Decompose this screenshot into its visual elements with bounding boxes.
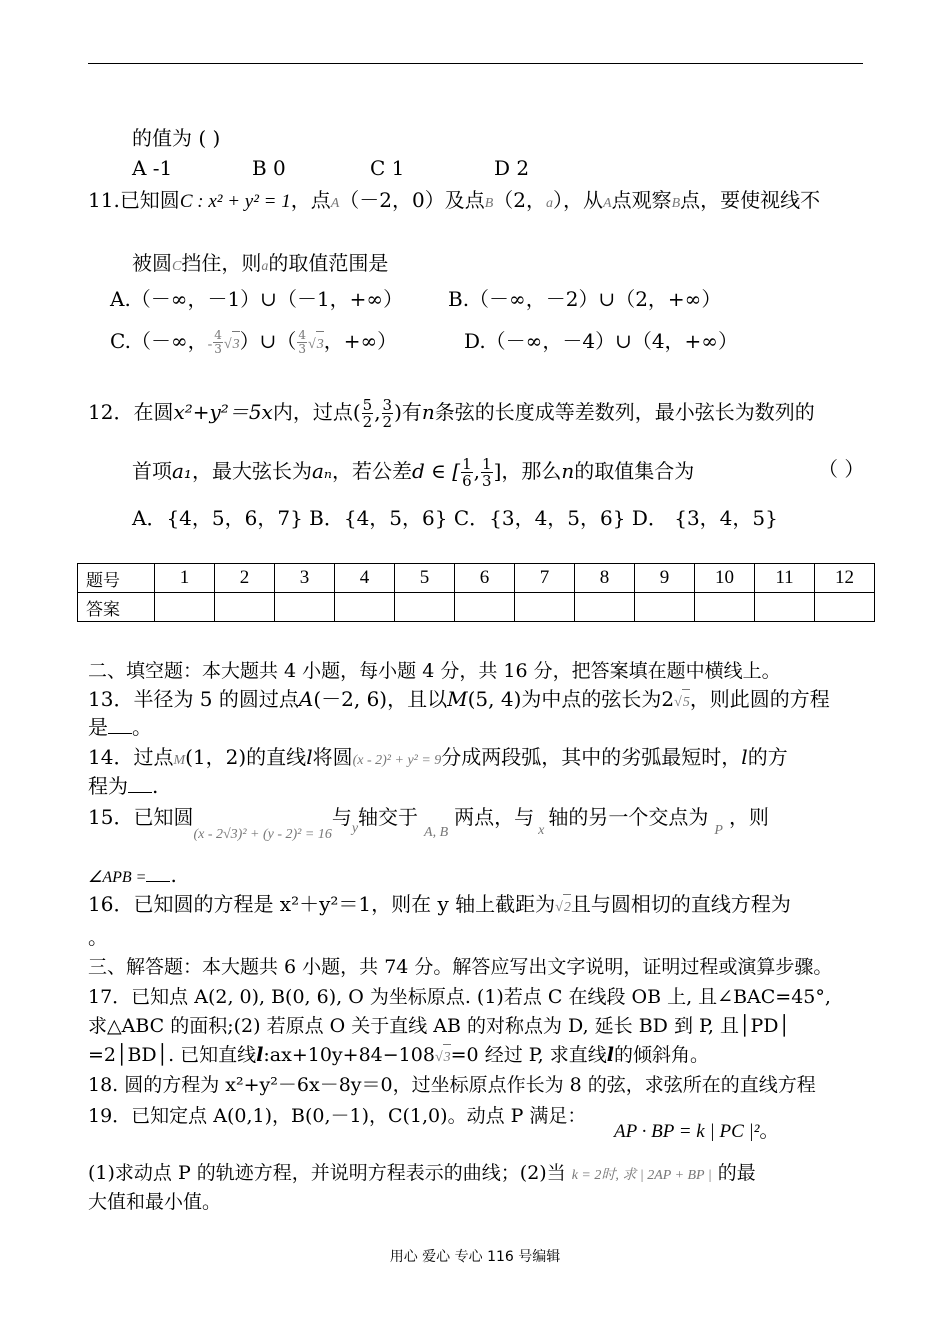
q14-text: 14．过点 [88,745,174,769]
q19-equation-line [614,1117,779,1145]
q12-circle-equation: x²+y²＝5x [173,400,273,424]
q12-text: 在圆 [133,400,174,424]
axis-y: y [351,821,359,836]
fraction [382,397,394,430]
q11-circle-equation: C : x² + y² = 1 [179,191,291,212]
answer-cell [755,593,815,622]
table-cell: 4 [335,564,395,593]
q11-text: 点，要使视线不 [680,188,821,212]
answer-cell [275,593,335,622]
q12-text: ，若公差 [331,459,412,483]
numerator: 1 [462,455,472,473]
var-a-label: a [546,196,554,211]
line-l: l [256,1044,264,1066]
q16-text: 16．已知圆的方程是 x²＋y²＝1，则在 y 轴上截距为 [88,892,556,916]
table-cell: 12 [815,564,875,593]
q12-text: 首项 [132,459,172,483]
q16-text: 且与圆相切的直线方程为 [570,892,791,916]
q10-option-c: C 1 [370,156,405,180]
q11-text: （－2，0）及点 [339,188,485,212]
q12-text: 条弦的长度成等差数列，最小弦长为数列的 [434,400,815,424]
q13-coef: 2 [661,687,675,711]
q13-line1 [88,686,830,716]
q13-text: 是 [88,715,108,739]
point-m: M [173,753,186,768]
angle-apb: ∠APB = [88,869,147,886]
table-cell: 7 [515,564,575,593]
q15-circle-equation: (x - 2√3)² + (y - 2)² = 16 [193,827,332,842]
q13-text: (5, 4)为中点的弦长为 [467,687,662,711]
q12-line1 [88,397,815,430]
line-l: l [741,745,748,769]
var-n: n [561,459,575,483]
q11-option-b: B.（－∞，－2）∪（2，+∞） [448,287,722,311]
sqrt-icon: √ [308,337,316,352]
var-d: d ∈ [ [411,459,461,483]
point-a: A [298,687,314,711]
var-a-label: a [261,259,269,274]
q15-text: ，则 [728,805,769,829]
circle-c-label: C [172,259,182,274]
q11-text: 被圆 [132,251,172,275]
q11-text: （2， [493,188,547,212]
q12-text: 内，过点 [272,400,353,424]
q13-text: 。 [132,715,152,739]
q13-text: 13．半径为 5 的圆过点 [88,687,299,711]
points-ab: A, B [424,825,449,840]
numerator: 4 [214,328,222,342]
q12-text: ，那么 [501,459,562,483]
header-rule [88,63,863,64]
denominator: 3 [298,342,307,356]
q16-line2: 。 [88,925,108,949]
q12-line2 [132,456,694,489]
q11-number: 11. [88,188,120,212]
q14-text: . [152,774,159,798]
bracket-close: ] [493,459,502,483]
q15-text: . [170,863,177,887]
q19-text: 的最 [717,1162,756,1184]
q15-text: 两点，与 [454,805,535,829]
table-cell: 5 [395,564,455,593]
q12-answer-paren: （ ） [818,457,865,481]
q12-options: A．{4，5，6，7} B．{4，5，6} C．{3，4，5，6} D． {3，4，5} [132,506,778,530]
table-cell: 10 [695,564,755,593]
answer-cell [155,593,215,622]
numerator: 1 [482,455,492,473]
q15-line2 [88,862,177,891]
numerator: 4 [298,328,307,342]
table-cell: 1 [155,564,215,593]
paren-open: ( [352,400,361,424]
table-row [78,564,875,593]
point-a-label: A [603,196,612,211]
table-cell: 3 [275,564,335,593]
answer-cell [215,593,275,622]
q15-text: 轴交于 [358,805,419,829]
denominator: 6 [462,472,472,490]
q11-text: ，点 [290,188,331,212]
section3-title: 三、解答题：本大题共 6 小题，共 74 分。解答应写出文字说明，证明过程或演算步骤。 [88,956,833,978]
q14-circle-equation: (x - 2)² + y² = 9 [352,753,442,768]
denominator: 2 [362,413,373,431]
sqrt-argument: 3 [316,331,324,358]
q10-option-a: A -1 [132,156,173,180]
axis-x: x [538,823,545,838]
var-n: n [421,400,435,424]
point-p: P [714,823,723,838]
q19-equation: AP · BP = k | PC |² [614,1121,760,1142]
q11-text: 挡住，则 [181,251,262,275]
sqrt-icon: √ [555,900,563,915]
q19-line1: 19．已知定点 A(0,1)，B(0,－1)，C(1,0)。动点 P 满足： [88,1105,587,1127]
fraction [297,329,307,356]
answer-cell [575,593,635,622]
fraction [481,456,493,489]
answer-cell [515,593,575,622]
q11-option-text: ，+∞） [323,329,398,353]
answer-cell [815,593,875,622]
sqrt-icon: √ [434,1050,443,1065]
numerator: 3 [382,396,393,414]
minus-sign: - [207,337,213,352]
q14-text: (1，2)的直线 [185,745,307,769]
q11-option-a: A.（－∞，－1）∪（－1，+∞） [110,287,404,311]
q17-text: =2│BD│. 已知直线 [88,1044,257,1066]
table-cell: 8 [575,564,635,593]
denominator: 3 [482,472,492,490]
q11-text: 的取值范围是 [268,251,389,275]
answer-cell [395,593,455,622]
table-row [78,593,875,622]
table-cell: 9 [635,564,695,593]
q11-text: 已知圆 [119,188,180,212]
q17-text: 的倾斜角。 [613,1044,709,1066]
q19-condition: k = 2时, 求 | 2AP + BP | [571,1168,712,1183]
line-l: l [306,745,313,769]
sqrt-argument: 3 [443,1044,451,1071]
q10-option-d: D 2 [494,156,530,180]
q11-option-d: D.（－∞，－4）∪（4，+∞） [464,329,738,353]
point-m: M [447,687,468,711]
point-a-label: A [330,196,340,211]
q15-text: 与 [331,805,352,829]
q19-line2 [88,1160,756,1189]
q13-text: (－2, 6)，且以 [313,687,448,711]
answer-cell [695,593,755,622]
q12-text: 有 [401,400,422,424]
table-cell: 11 [755,564,815,593]
answer-blank [146,863,170,882]
q19-text: (1)求动点 P 的轨迹方程，并说明方程表示的曲线；(2)当 [88,1162,566,1184]
q10-stem-end: 的值为 ( ) [132,126,221,150]
point-b-label: B [484,196,494,211]
denominator: 2 [382,413,393,431]
q11-line1 [88,187,820,217]
q17-text: :ax+10y+84−108 [263,1044,435,1066]
q12-text: 的取值集合为 [574,459,695,483]
sqrt-argument: 5 [682,689,690,716]
fraction [461,456,473,489]
sqrt-icon: √ [674,695,682,710]
q16-line1 [88,891,791,921]
q12-number: 12． [88,400,134,424]
answer-cell [455,593,515,622]
fraction [362,397,374,430]
fraction [213,329,223,356]
q10-option-b: B 0 [252,156,286,180]
answer-cell [335,593,395,622]
numerator: 5 [362,396,373,414]
q19-line3: 大值和最小值。 [88,1191,222,1213]
table-cell: 6 [455,564,515,593]
q11-option-c [110,328,397,358]
q11-line2 [132,250,388,280]
table-header-cell: 答案 [78,593,155,622]
paren-close: ) [394,400,402,424]
point-b-label: B [671,196,681,211]
q14-text: 分成两段弧，其中的劣弧最短时， [441,745,742,769]
q17-line3 [88,1042,709,1071]
line-l: l [606,1044,614,1066]
sqrt-argument: 3 [232,331,240,358]
answer-blank [108,715,132,734]
answer-blank [128,774,152,793]
q11-option-text: ）∪（ [239,329,297,353]
section2-title: 二、填空题：本大题共 4 小题，每小题 4 分，共 16 分，把答案填在题中横线上。 [88,660,781,682]
q14-line1 [88,744,788,774]
q14-line2 [88,773,158,799]
var-a1: a₁ [172,459,192,483]
q15-text: 15．已知圆 [88,805,194,829]
sqrt-icon: √ [223,337,232,352]
q12-text: ，最大弦长为 [191,459,312,483]
q13-line2 [88,714,152,740]
table-header-cell: 题号 [78,564,155,593]
q13-text: ，则此圆的方程 [689,687,830,711]
q11-text: 点观察 [611,188,672,212]
page-footer: 用心 爱心 专心 116 号编辑 [389,1249,561,1265]
var-an: aₙ [311,459,332,483]
q17-text: =0 经过 P, 求直线 [450,1044,607,1066]
table-cell: 2 [215,564,275,593]
q15-line1 [88,804,769,842]
comma: , [473,459,481,483]
q14-text: 将圆 [312,745,353,769]
comma: , [374,400,381,424]
q15-text: 轴的另一个交点为 [548,805,709,829]
answer-table [77,563,875,622]
q18-line: 18. 圆的方程为 x²+y²－6x－8y＝0，过坐标原点作长为 8 的弦，求弦所在的直线方程 [88,1074,816,1096]
q14-text: 的方 [747,745,788,769]
q11-text: ），从 [553,188,604,212]
q11-option-text: C.（－∞， [110,329,208,353]
q17-line2: 求△ABC 的面积;(2) 若原点 O 关于直线 AB 的对称点为 D, 延长 BD 到 P, 且│PD│ [88,1015,790,1037]
q19-text: 。 [759,1118,780,1142]
sqrt-argument: 2 [563,894,571,921]
denominator: 3 [214,342,222,356]
q17-line1: 17．已知点 A(2, 0), B(0, 6), O 为坐标原点. (1)若点 C 在线段 OB 上, 且∠BAC=45°, [88,986,831,1008]
answer-cell [635,593,695,622]
q14-text: 程为 [88,774,128,798]
